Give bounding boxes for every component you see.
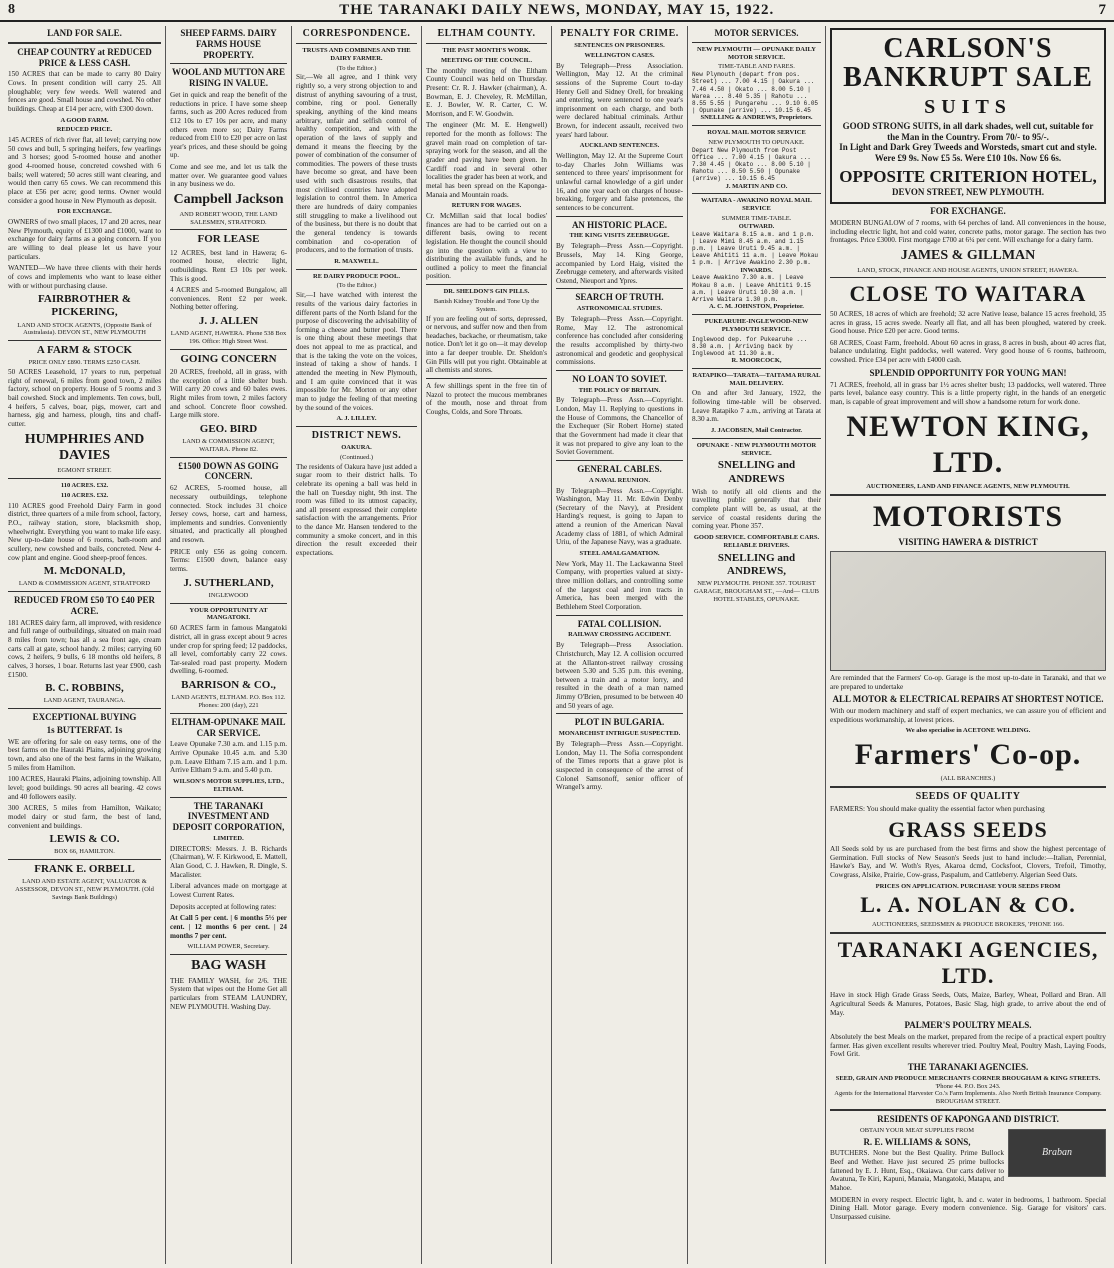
article-note: (Continued.)	[339, 453, 374, 461]
ad-text: BUTCHERS. None but the Best Quality. Prime Bullock Beef and Wether. Have just secured 25 prime bullocks fattened by E. J. Hunt, Esq., Okaiawa. Our carts deliver to Awatuna, Te Kiri, Kapuni, Manaia, Mangatoki, Matapu, and Mahoe.	[830, 1149, 1004, 1192]
agent-name: JAMES & GILLMAN	[900, 247, 1036, 263]
article-text: Wellington, May 12. At the Supreme Court to-day Charles John Williams was sentenced to three years' imprisonment for unlawful carnal knowledge of a girl under 16, and one year each on charges of house-breaking, forgery and false pretences, the sentences to be concurrent.	[556, 152, 683, 212]
column-motor-services	[688, 26, 826, 1264]
ad-title: BAG WASH	[191, 958, 266, 974]
article-headline: AN HISTORIC PLACE.	[571, 219, 668, 230]
agent-address: WILLIAM POWER, Secretary.	[187, 943, 270, 951]
article-headline: GENERAL CABLES.	[577, 463, 662, 474]
ad-text: 60 ACRES farm in famous Mangatoki district, all in grass except about 9 acres under crop for spring feed; 12 paddocks, all level, comfortably carry 22 cows. Tar-sealed road past property. Modern dwelling, 6-roomed.	[170, 624, 287, 676]
timetable: Leave Waitara 8.15 a.m. and 1 p.m. | Leave Mimi 8.45 a.m. and 1.15 p.m. | Leave Uruti 9.45 a.m. | Leave Ahititi 11 a.m. | Leave Mokau 1 p.m. | Arrive Awakino 2.30 p.m.	[692, 230, 819, 267]
ad-subtitle: 110 ACRES. £32.	[60, 491, 109, 499]
carlson-title: CARLSON'S BANKRUPT SALE	[843, 33, 1093, 94]
ad-title: CHEAP COUNTRY at REDUCED PRICE & LESS CASH.	[17, 46, 152, 68]
service-subtitle: TIME-TABLE AND FARES.	[718, 63, 795, 71]
timetable: Depart New Plymouth from Post Office ... 7.00 4.15 | Oakura ... 7.30 4.45 | Okato ... 8.00 5.10 | Rahotu ... 8.50 5.50 | Opunake (arrive) ... 10.15 6.45	[692, 146, 811, 183]
article-subtitle: SENTENCES ON PRISONERS.	[574, 42, 665, 49]
agent-name: BARRISON & CO.,	[181, 679, 276, 692]
agent-phone: 'Phone 44. P.O. Box 243.	[935, 1082, 1001, 1090]
agent-address: AUCTIONEERS, LAND AND FINANCE AGENTS, NEW PLYMOUTH.	[866, 483, 1070, 491]
ad-title: SPLENDID OPPORTUNITY FOR YOUNG MAN!	[869, 367, 1067, 378]
ad-text: 300 ACRES, 5 miles from Hamilton, Waikato; model dairy or stud farm, the best of land, convenient and buildings.	[8, 804, 161, 830]
service-title: NEW PLYMOUTH — OPUNAKE DAILY MOTOR SERVICE.	[697, 45, 816, 61]
timetable: Leave Awakino 7.30 a.m. | Leave Mokau 8 a.m. | Leave Ahititi 9.15 a.m. | Leave Uruti 10.30 a.m. | Arrive Waitara 1.30 p.m.	[692, 274, 811, 303]
ad-title: A FARM & STOCK	[36, 344, 133, 357]
service-text: On and after 3rd January, 1922, the following time-table will be observed. Leave Ratapiko 7 a.m., arriving at Tarata at 8.30 a.m.	[692, 389, 821, 424]
column-correspondence	[292, 26, 422, 1264]
carlson-prices: In Light and Dark Grey Tweeds and Worsteds, smart cut and style. Were £9 9s. Now £5 5s. Were £10 10s. Now £6 6s.	[839, 142, 1097, 164]
ad-text: OWNERS of two small places, 17 and 20 acres, near New Plymouth, equity of £1300 and £1000, want to exchange for dairy farms as a going concern. If you are willing to deal please let us have your particulars.	[8, 218, 161, 261]
ad-subtitle: A GOOD FARM.	[60, 116, 109, 124]
agent-name: THE TARANAKI AGENCIES.	[907, 1061, 1029, 1072]
agent-name: L. A. NOLAN & CO.	[860, 892, 1076, 918]
article-signature: R. MAXWELL.	[334, 257, 379, 265]
column-news-cables	[552, 26, 688, 1264]
agent-address: EGMONT STREET.	[57, 467, 112, 475]
agent-name: R. MOORCOCK,	[731, 357, 782, 365]
section-header: DISTRICT NEWS.	[311, 430, 402, 441]
article-text: By Telegraph—Press Assn.—Copyright. London, May 11. The Sofia correspondent of the Times reports that a grave plot is suspected in consequence of the arrest of Colonel Samsonoff, senior officer of Wrangel's army.	[556, 739, 683, 792]
agent-name: Farmers' Co-op.	[854, 738, 1082, 772]
ad-text: DIRECTORS: Messrs. J. B. Richards (Chairman), W. F. Kirkwood, E. Mattell, Alan Good, C. J. Hawken, R. Dingle, S. Macalister.	[170, 844, 287, 879]
article-note: (To the Editor.)	[336, 64, 377, 72]
ad-text: OBTAIN YOUR MEAT SUPPLIES FROM	[860, 1126, 974, 1134]
masthead	[0, 0, 1114, 22]
article-subtitle: DR. SHELDON'S GIN PILLS.	[443, 288, 530, 296]
ad-subtitle: YOUR OPPORTUNITY AT MANGATOKI.	[189, 606, 268, 622]
article-subtitle: OAKURA.	[341, 444, 372, 451]
ad-title: GRASS SEEDS	[888, 816, 1048, 842]
article-text: A few shillings spent in the free tin of Nazol to protect the mucous membranes of the mouth, nose and throat from Coughs, Colds, and Sore Throats.	[426, 382, 547, 416]
article-signature: A. J. LILLEY.	[336, 415, 377, 423]
page-number-left: 8	[8, 2, 15, 17]
ad-title: FOR LEASE	[197, 233, 260, 246]
service-title: RATAPIKO—TARATA—TAITAMA RURAL MAIL DELIVERY.	[692, 371, 821, 387]
ad-text: WE are offering for sale on easy terms, one of the best farms on the Hauraki Plains, adjoining growing town, and also one of the best farms in the Waikato, 5 miles from Hamilton.	[8, 737, 161, 772]
ad-title: REDUCED FROM £50 TO £40 PER ACRE.	[14, 595, 155, 616]
ad-title: FOR EXCHANGE.	[930, 206, 1006, 217]
ad-text: FARMERS: You should make quality the essential factor when purchasing	[830, 804, 1045, 813]
agent-name: LEWIS & CO.	[49, 833, 120, 846]
article-subtitle: THE POLICY OF BRITAIN.	[578, 386, 661, 394]
agent-address: AND ROBERT WOOD, THE LAND SALESMEN, STRATFORD.	[179, 210, 278, 226]
service-title: WAITARA - AWAKINO ROYAL MAIL SERVICE	[701, 197, 812, 213]
article-subtitle: STEEL AMALGAMATION.	[579, 550, 660, 558]
agent-name: SNELLING and ANDREWS	[717, 459, 796, 485]
article-text: New York, May 11. The Lackawanna Steel Company, with properties valued at sixty-three million dollars, and controlling some of the largest coal and iron tracts in America, has been merged with the Bethlehem Steel Corporation.	[556, 559, 683, 612]
agent-address: (ALL BRANCHES.)	[940, 775, 996, 783]
section-header: PENALTY FOR CRIME.	[560, 28, 679, 39]
column-eltham-county	[422, 26, 552, 1264]
article-text: By Telegraph—Press Assn.—Copyright. Rome, May 12. The astronomical conference has concluded after considering the results accomplished by thirty-two astronomical and geodetic and geophysical commissions.	[556, 315, 683, 367]
agent-address: LAND AGENT, HAWERA. Phone 538 Box 196. Office: High Street West.	[170, 330, 287, 346]
article-note: (To the Editor.)	[336, 282, 377, 290]
agent-address: LAND & COMMISSION AGENT, WAITARA. Phone 82.	[182, 438, 275, 453]
service-slogan: GOOD SERVICE. COMFORTABLE CARS. RELIABLE DRIVERS.	[693, 533, 820, 549]
service-subtitle: NEW PLYMOUTH TO OPUNAKE.	[708, 138, 805, 146]
ad-text: 110 ACRES good Freehold Dairy Farm in good district, three quarters of a mile from school, factory, P.O., railway station, store, blacksmith shop, wheelwright. Everything you want to make life easy. New up-to-date house of 6 rooms, bath-room and scullery, new cowshed and bails, concreted. New 4-cow plant and engine. Good sheep-proof fences.	[8, 501, 161, 562]
brabazon-logo: Braban	[1008, 1129, 1106, 1177]
ad-text: With our modern machinery and staff of expert mechanics, we can assure you of efficient and expeditious workmanship, at lowest prices.	[830, 707, 1106, 724]
article-subtitle: RE DAIRY PRODUCE POOL.	[313, 272, 400, 280]
article-text: By Telegraph—Press Association. Wellington, May 12. At the criminal sessions of the Supreme Court to-day Henry Gell and Sidney Orell, for breaking and entering, were sentenced to one year's imprisonment on each charge, and both were declared habitual criminals. Arthur Brown, for indecent assault, received two years' hard labour.	[556, 61, 683, 139]
columns	[4, 26, 1110, 1264]
agent-address: BOX 66, HAMILTON.	[54, 848, 115, 856]
column-property-ads	[166, 26, 292, 1264]
ad-text: 71 ACRES, freehold, all in grass bar 1½ acres shelter bush; 13 paddocks, well watered. Three parts level, balance easy country. This is a little property right, in the hands of an energetic man, is capable of great improvement and will show a handsome return for work done.	[830, 380, 1106, 406]
page-number-right: 7	[1098, 1, 1106, 18]
timetable: Inglewood dep. for Pukearuhe ... 8.30 a.m. | Arriving back by Inglewood at 11.30 a.m.	[692, 335, 808, 357]
agent-address: LAND AGENT, TAURANGA.	[43, 697, 126, 705]
agent-address: SEED, GRAIN AND PRODUCE MERCHANTS CORNER BROUGHAM & KING STREETS.	[835, 1074, 1101, 1082]
article-headline: PLOT IN BULGARIA.	[574, 717, 665, 728]
ad-subtitle: WILSON'S MOTOR SUPPLIES, LTD., ELTHAM.	[173, 778, 284, 793]
agent-name: M. McDONALD,	[43, 565, 126, 578]
article-subtitle: MONARCHIST INTRIGUE SUSPECTED.	[558, 730, 681, 738]
article-headline: FATAL COLLISION.	[577, 618, 662, 629]
carlson-suits: SUITS	[924, 95, 1012, 118]
article-text: The engineer (Mr. M. E. Hengwell) reported for the month as follows: The gravel main road on completion of tar-spraying work for the season, and all the grader and paving have been given. In Cardiff road and in several other localities the grader has been at work, and metal has been spread on the Kaponga-Manaia and Mountain roads.	[426, 121, 547, 199]
ad-text: We also specialise in ACETONE WELDING.	[905, 727, 1031, 735]
article-subtitle: ASTRONOMICAL STUDIES.	[576, 305, 663, 313]
ad-text: Come and see me, and let us talk the matter over. We guarantee good values in any business we do.	[170, 163, 287, 189]
ad-text: Absolutely the best Meals on the market, prepared from the recipe of a practical expert poultry farmer. Has given excellent results wherever tried. Poultry Meal, Poultry Mash, Laying Foods, Fowl Grit.	[830, 1033, 1106, 1059]
ad-text: 4 ACRES and 5-roomed Bungalow, all conveniences. Rent £2 per week. Nothing better offering.	[170, 286, 287, 312]
ad-title: ELTHAM-OPUNAKE MAIL CAR SERVICE.	[171, 716, 286, 738]
ad-subtitle: ALL MOTOR & ELECTRICAL REPAIRS AT SHORTEST NOTICE.	[832, 694, 1104, 705]
timetable-heading: INWARDS.	[740, 266, 773, 274]
ad-text: PRICES ON APPLICATION. PURCHASE YOUR SEEDS FROM	[875, 882, 1061, 890]
ad-text: Have in stock High Grade Grass Seeds, Oats, Maize, Barley, Wheat, Pollard and Bran. All Agricultural Seeds & Manures, Potatoes, Basic Slag, high grade, to arrive about the end of May.	[830, 991, 1106, 1017]
service-title: ROYAL MAIL MOTOR SERVICE	[707, 129, 806, 137]
ad-text: All Seeds sold by us are purchased from the best firms and show the highest percentage of Germination. Full stocks of New Season's Seeds just to hand include:—Italian, Perennial, Hawke's Bay, and W. Woth's Ryes, Akaroa dcmd, Cocksfoot, Clovers, Trefoil, Timothy, Cowgrass, Alsike, Prairie, Cow-grass, Paspalum, and Cattleberry. Algerian Seed Oats.	[830, 845, 1106, 879]
section-header: SHEEP FARMS. DAIRY FARMS HOUSE PROPERTY.	[180, 28, 277, 60]
agent-name: B. C. ROBBINS,	[45, 682, 124, 695]
ad-title: WOOL AND MUTTON ARE RISING IN VALUE.	[171, 67, 286, 89]
ad-title: £1500 DOWN AS GOING CONCERN.	[178, 460, 279, 482]
article-text: The residents of Oakura have just added a sugar room to their district halls. To celebrate its opening a ball was held in the hall on Tuesday night, 9th inst. The room was filled to its utmost capacity, and all present expressed their complete satisfaction with the arrangements. Prior to the dance Mr. Hansen tendered to the community a smoke concert, and in this direction the result exceeded their expectations.	[296, 462, 417, 557]
agent-address: Agents for the International Harvester Co.'s Farm Implements. Also North British Insurance Company. BROUGHAM STREET.	[834, 1090, 1102, 1106]
ad-subtitle: 110 ACRES. £32.	[60, 482, 109, 490]
column-large-ads	[826, 26, 1110, 1264]
article-subtitle: MEETING OF THE COUNCIL.	[440, 56, 532, 64]
article-text: Cr. McMillan said that local bodies' finances are had to be carried out on a different basis, owing to recent legislation. He thought the council should go into the question with a view to distributing the available funds, and he outlined a policy to meet the financial position.	[426, 212, 547, 281]
article-text: If you are feeling out of sorts, depressed, or nervous, and suffer now and then from headaches, backache, or rheumatism, take notice. Don't let it go on—it may develop into a far deeper trouble. Dr. Sheldon's Gin Pills will put you right. Obtainable at all chemists and stores.	[426, 314, 547, 375]
deposit-rates: At Call 5 per cent. | 6 months 5½ per cent. | 12 months 6 per cent. | 24 months 7 per cent.	[170, 914, 287, 940]
ad-title: RESIDENTS OF KAPONGA AND DISTRICT.	[877, 1113, 1059, 1124]
ad-text: Leave Opunake 7.30 a.m. and 1.15 p.m. Arrive Opunake 10.45 a.m. and 5.30 p.m. Leave Eltham 7.15 a.m. and 1 p.m. Arrive Eltham 9 a.m. and 5.40 p.m.	[170, 740, 287, 775]
section-header: CORRESPONDENCE.	[302, 28, 411, 39]
agent-name: R. E. WILLIAMS & SONS,	[863, 1136, 971, 1147]
agent-name: A. C. M. JOHNSTON, Proprietor.	[709, 303, 804, 311]
ad-text: Liberal advances made on mortgage at Lowest Current Rates.	[170, 882, 287, 900]
ad-price: PRICE ONLY £890. TERMS £250 CASH.	[28, 359, 141, 367]
article-text: By Telegraph—Press Assn.—Copyright. Brussels, May 14. King George, accompanied by Lord Haig, visited the Zeebrugge cemetery, and afterwards visited Ostend, Nieuport and Ypres.	[556, 242, 683, 285]
service-text: Wish to notify all old clients and the travelling public generally that their complete plant will be, as usual, at the service of coastal residents during the coming year. Phone 357.	[692, 487, 821, 531]
masthead-title: THE TARANAKI DAILY NEWS, MONDAY, MAY 15, 1922.	[339, 1, 775, 18]
article-text: By Telegraph—Press Assn.—Copyright. Washington, May 11. Mr. Edwin Denby (Secretary of the Navy), at President Harding's request, is going to Japan to attend a reunion of the American Naval Academy class of 1881, of which Admiral Uriu, of the Japanese Navy, was a graduate.	[556, 486, 683, 547]
ad-text: 20 ACRES, freehold, all in grass, with the exception of a little shelter bush. Will carry 20 cows and 60 bales ewes. Right miles from town, 2 miles factory and school. Concrete floor cowshed. Large milk store.	[170, 368, 287, 420]
section-header: MOTOR SERVICES.	[714, 28, 799, 38]
ad-text: THE FAMILY WASH, for 2/6. THE System that wipes out the Home Get all particulars from STEAM LAUNDRY, NEW PLYMOUTH. Washing Day.	[170, 976, 287, 1011]
agent-address: AUCTIONEERS, SEEDSMEN & PRODUCE BROKERS, 'PHONE 166.	[871, 920, 1065, 928]
article-text: Sir,—We all agree, and I think very rightly so, a very strong objection to and distrust of anything savouring of a trust, combine, ring or pool. Generally speaking, anything of the kind means arbitrary, unfair and selfish control of healthy competition, and with the operation of the laws of supply and demand it means the fleecing by the power of combination of the consumer of commodities. The powers of these trusts have become so great, and have been used with such disastrous results, that most civilised countries have adopted legislation to control them. In America there are hundreds of dairy companies still struggling to make a livelihood out of the business, but there is no doubt that the general tendency is towards combination and co-operation of producers, and to the formation of trusts.	[296, 73, 417, 255]
service-subtitle: SUMMER TIME-TABLE.	[721, 215, 792, 223]
ad-subtitle: LIMITED.	[213, 835, 244, 843]
article-subtitle: TRUSTS AND COMBINES AND THE DAIRY FARMER.	[302, 47, 411, 62]
agent-name: SNELLING and ANDREWS,	[717, 551, 796, 577]
ad-text: Are reminded that the Farmers' Co-op. Garage is the most up-to-date in Taranaki, and that we are prepared to undertake	[830, 674, 1106, 691]
agent-name: J. JACOBSEN, Mail Contractor.	[710, 427, 803, 435]
ad-title: CLOSE TO WAITARA	[849, 281, 1087, 307]
ad-title: EXCEPTIONAL BUYING	[32, 712, 137, 723]
article-text: The monthly meeting of the Eltham County Council was held on Thursday. Present: Cr. R. J. Hawker (chairman), A. Bowman, E. J. Cheveley, R. McMillan, E. J. Bowler, W. R. Carter, C. W. Morrison, and F. W. Goodwin.	[426, 66, 547, 118]
ad-text: Get in quick and reap the benefit of the reductions in price. I have some sheep farms, such as 200 Acres reduced from £12 10s to £7 10s per acre, and many others even more so; Dairy Farms reduced from £10 to £20 per acre on last year's prices, and these should be going up.	[170, 90, 287, 160]
timetable: New Plymouth (depart from pos. Street) ... 7.00 4.15 | Oakura ... 7.46 4.50 | Okato ... 8.00 5.10 | Warea ... 8.40 5.35 | Rahotu ... 8.55 5.55 | Pungarehu ... 9.10 6.05 | Opunake (arrive) ... 10.15 6.45	[692, 71, 819, 115]
agent-address: LAND AND STOCK AGENTS, (Opposite Bank of Australasia). DEVON ST., NEW PLYMOUTH	[17, 321, 152, 337]
ad-title: MOTORISTS	[872, 500, 1064, 534]
ad-title: TARANAKI AGENCIES, LTD.	[837, 936, 1099, 988]
ad-subtitle: PALMER'S POULTRY MEALS.	[904, 1020, 1032, 1031]
ad-text: 50 ACRES, 18 acres of which are freehold; 32 acre Native lease, balance 15 acres freehold, 35 acres in grass, 15 acres swede. Nearly all flat, and all has been ploughed, watered by creek. Good house. Price £20 per acre. Good terms.	[830, 309, 1106, 336]
service-title: PUKEARUHE-INGLEWOOD-NEW PLYMOUTH SERVICE.	[704, 317, 809, 333]
ad-text: 68 ACRES, Coast Farm, freehold. About 60 acres in grass, 8 acres in bush, about 40 acres flat, balance undulating. Eight paddocks, well watered. Very good house of 6 rooms, bathroom, cowshed. Price £34 per acre with £4000 cash.	[830, 338, 1106, 365]
article-subtitle: THE PAST MONTH'S WORK.	[442, 47, 531, 54]
article-subtitle: AUCKLAND SENTENCES.	[579, 142, 660, 150]
carlson-address: DEVON STREET, NEW PLYMOUTH.	[892, 187, 1044, 198]
ad-text: 150 ACRES that can be made to carry 80 Dairy Cows. In present condition will carry 25. All ploughable; very few weeds. Well watered and fences are good. Small house and cowshed. No other buildings. Cheap at £14 per acre, with £300 down.	[8, 70, 161, 113]
agent-address: LAND AGENTS, ELTHAM. P.O. Box 112. Phones: 200 (day), 221	[171, 694, 286, 710]
carlson-text: GOOD STRONG SUITS, in all dark shades, well cut, suitable for the Man in the Country. From 70/- to 95/-.	[842, 120, 1094, 142]
ad-subtitle: VISITING HAWERA & DISTRICT	[898, 537, 1038, 548]
article-headline: NO LOAN TO SOVIET.	[572, 373, 667, 384]
ad-text: WANTED—We have three clients with their herds of cows and implements who want to lease either with or without purchasing clause.	[8, 264, 161, 290]
agent-name: HUMPHRIES AND DAVIES	[24, 431, 145, 464]
ad-title: THE TARANAKI INVESTMENT AND DEPOSIT CORPORATION,	[172, 800, 285, 833]
article-subtitle: WELLINGTON CASES.	[584, 51, 655, 59]
section-header: LAND FOR SALE.	[47, 28, 122, 38]
ad-title: GOING CONCERN	[180, 352, 277, 365]
ad-title: SEEDS OF QUALITY	[915, 790, 1021, 802]
agent-address: LAND & COMMISSION AGENT, STRATFORD	[18, 580, 151, 588]
ad-subtitle: REDUCED PRICE.	[56, 126, 113, 134]
ad-text: MODERN BUNGALOW of 7 rooms, with 64 perches of land. All conveniences in the house, including electric light, hot and cold water, concrete paths, motor garage. The section has two frontages. Price £3000. First mortgage £700 at 6¼ per cent. Will exchange for a dairy farm.	[830, 218, 1106, 245]
service-title: OPUNAKE - NEW PLYMOUTH MOTOR SERVICE.	[696, 441, 817, 457]
carlson-ad	[830, 28, 1106, 204]
agent-name: Campbell Jackson	[173, 192, 284, 208]
ad-text: 145 ACRES of rich river flat, all level; carrying now 50 cows and bull, 5 springing heifers, few yearlings and 3 horses; good 5-roomed house and another good 4-roomed house, concreted cowshed with 6 bails; well watered; 50 acres still want clearing, and would then carry 65 cows. We can recommend this place at £56 per acre; good terms. Owner would consider a good house in New Plymouth as deposit.	[8, 136, 161, 205]
agent-name: J. MARTIN AND CO.	[725, 182, 788, 190]
agent-name: SNELLING & ANDREWS, Proprietors.	[700, 114, 813, 122]
agent-name: J. J. ALLEN	[198, 315, 259, 328]
article-note: Banish Kidney Trouble and Tone Up the System.	[433, 297, 540, 313]
ad-text: PRICE only £56 as going concern. Terms: £1500 down, balance easy terms.	[170, 547, 287, 574]
agent-address: LAND AND ESTATE AGENT, VALUATOR & ASSESSOR, DEVON ST., NEW PLYMOUTH. (Old Savings Bank Buildings)	[15, 878, 154, 901]
article-subtitle: RETURN FOR WAGES.	[451, 202, 522, 210]
agent-name: NEWTON KING, LTD.	[846, 410, 1090, 480]
agent-name: FRANK E. ORBELL	[34, 863, 135, 876]
agent-address: INGLEWOOD	[208, 591, 249, 599]
agent-name: GEO. BIRD	[199, 422, 258, 435]
agent-name: FAIRBROTHER & PICKERING,	[38, 293, 131, 319]
agent-name: J. SUTHERLAND,	[183, 576, 274, 589]
article-text: Sir,—I have watched with interest the results of the various dairy factories in different parts of the North Island for the purpose of discovering the advisability of forming a cheese and butter pool. There is one thing about these meetings that does not appeal to me as practical, and that is the taking the vote on the voices, instead of taking a show of hands. I attended the meeting in New Plymouth, and I am quite convinced that it was impossible for Mr. Morton or any other man to judge the feeling of that meeting by the sound of the voices.	[296, 291, 417, 412]
ad-text: MODERN in every respect. Electric light, h. and c. water in bedrooms, 1 bathroom. Special Dining Hall. Motor garage. Every modern convenience. Sig. Garage for visitors' cars. Unsurpassed cuisine.	[830, 1195, 1106, 1221]
article-subtitle: RAILWAY CROSSING ACCIDENT.	[568, 631, 671, 639]
column-land-for-sale	[4, 26, 166, 1264]
article-subtitle: A NAVAL REUNION.	[589, 476, 650, 484]
ad-text: 50 ACRES Leasehold, 17 years to run, perpetual right of renewal, 6 miles from good town, 2 miles factory, school on property. House of 5 rooms and 3 bail cowshed. Stock and implements. Ten cows, bull, 4 heifers, 5 calves, boar, pigs, mower, cart and harness, gig and harness, plough, tins and chaff-cutter.	[8, 368, 161, 429]
carlson-location: OPPOSITE CRITERION HOTEL,	[839, 166, 1097, 186]
section-header: ELTHAM COUNTY.	[437, 28, 536, 39]
ad-subtitle: FOR EXCHANGE.	[57, 208, 112, 216]
agent-address: NEW PLYMOUTH. PHONE 357. TOURIST GARAGE, BROUGHAM ST., —And— CLUB HOTEL STABLES, OPUNAKE.	[693, 579, 819, 603]
ad-text: Deposits accepted at following rates:	[170, 902, 277, 911]
ad-text: 12 ACRES, best land in Hawera; 6-roomed house, electric light, outbuildings. Rent £3 10s per week. This is good.	[170, 248, 287, 283]
article-headline: SEARCH OF TRUTH.	[575, 292, 664, 303]
article-text: By Telegraph—Press Association. Christchurch, May 12. A collision occurred at the Allanton-street railway crossing between 5.30 and 5.35 p.m. this evening, between a train and a motor lorry, and resulted in the death of a man named Jimmy O'Brien, presumed to be between 40 and 50 years of age.	[556, 641, 683, 710]
ad-text: 62 ACRES, 5-roomed house, all necessary outbuildings, telephone connected. Stock includes 31 choice Jersey cows, horse, cart and harness, implements and sundries. Conveniently situated, and practically all ploughed and resown.	[170, 484, 287, 545]
ad-text: 100 ACRES, Hauraki Plains, adjoining township. All level; good buildings. 90 acres all bearing. 42 cows and 40 followers easily.	[8, 775, 161, 801]
ad-title: 1s BUTTERFAT. 1s	[46, 724, 123, 735]
ad-text: 181 ACRES dairy farm, all improved, with residence and full range of outbuildings, situated on main road 8 miles from town; has all a sea front age, cream carts call at gate, school handy. 2 miles; carrying 60 cows, 2 heifers, 9 bulls, 6 18 months old heifers, 8 calves, 3 horses, 1 boar. Returns last year £900, cash £1500.	[8, 618, 161, 679]
article-text: By Telegraph—Press Assn.—Copyright. London, May 11. Replying to questions in the House of Commons, the Chancellor of the Exchequer (Sir Robert Horne) stated that the Government had made it clear that it was not prepared to give any loan to the Soviet Government.	[556, 396, 683, 457]
agent-address: LAND, STOCK, FINANCE AND HOUSE AGENTS, UNION STREET, HAWERA.	[857, 266, 1079, 274]
article-subtitle: THE KING VISITS ZEEBRUGGE.	[569, 232, 670, 240]
motorist-illustration	[830, 551, 1106, 671]
timetable-heading: OUTWARD.	[738, 222, 775, 230]
